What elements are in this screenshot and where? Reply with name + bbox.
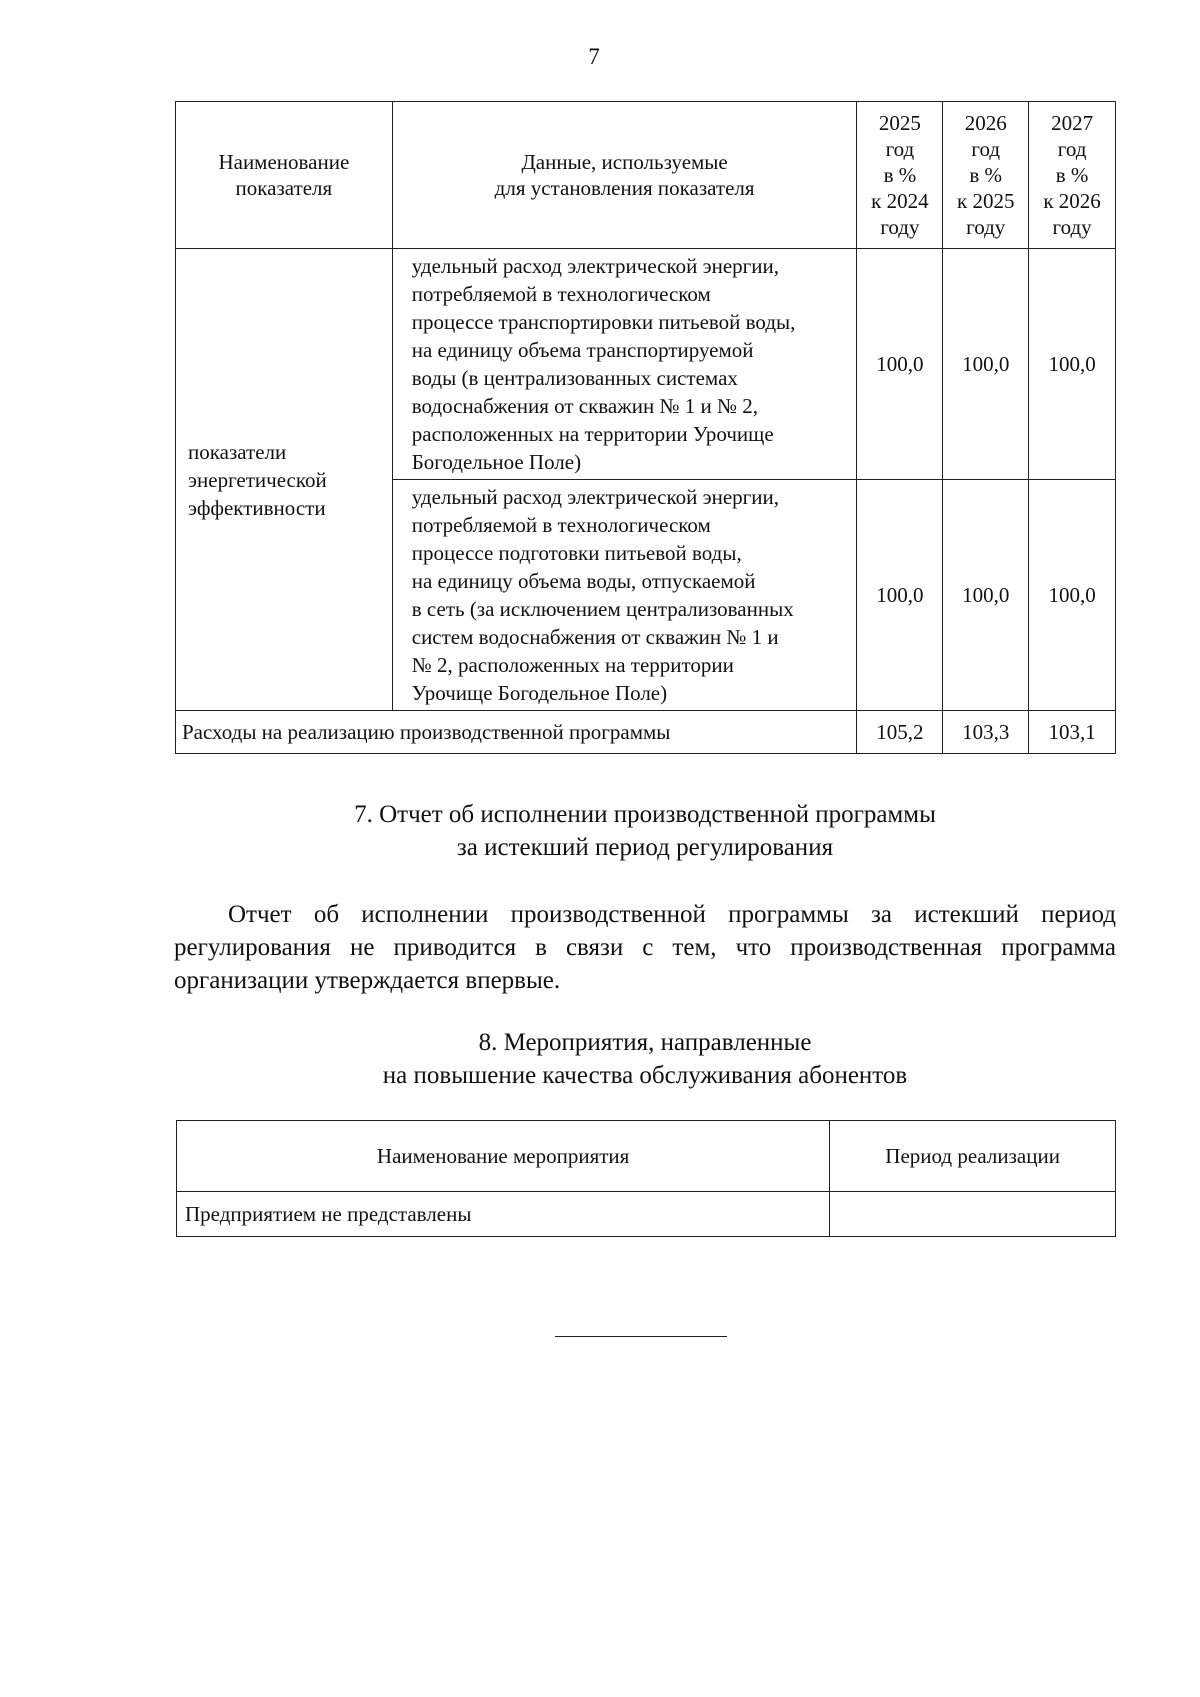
- end-rule: [555, 1336, 727, 1337]
- indicator-group-name: показатели энергетической эффективности: [176, 249, 393, 711]
- indicator-description: удельный расход электрической энергии, потребляемой в технологическом процессе транспортировки питьевой воды, на единицу объема транспортируемой воды (в централизованных системах водоснабжения от скважин № 1 и № 2, расположенных на территории Урочище Богодельное Поле): [392, 249, 857, 480]
- value-2026: 100,0: [943, 480, 1029, 711]
- measure-period: [830, 1192, 1116, 1237]
- table-row: [177, 1192, 1116, 1237]
- measures-table: [176, 1120, 1116, 1237]
- page-number: 7: [588, 44, 600, 69]
- indicators-table: [175, 101, 1116, 754]
- header-year-2026: 2026 год в % к 2025 году: [943, 102, 1029, 249]
- table-row: [176, 249, 1116, 480]
- total-row: [176, 711, 1116, 754]
- measure-name: Предприятием не представлены: [177, 1192, 830, 1237]
- header-year-2025: 2025 год в % к 2024 году: [857, 102, 943, 249]
- total-value-2027: 103,1: [1029, 711, 1116, 754]
- section-7-title: 7. Отчет об исполнении производственной программы за истекший период регулирования: [354, 801, 936, 861]
- value-2025: 100,0: [857, 480, 943, 711]
- value-2026: 100,0: [943, 249, 1029, 480]
- header-measure-name: Наименование мероприятия: [177, 1121, 830, 1192]
- measures-header-row: [177, 1121, 1116, 1192]
- header-year-2027: 2027 год в % к 2026 году: [1029, 102, 1116, 249]
- value-2025: 100,0: [857, 249, 943, 480]
- indicators-header-row: [176, 102, 1116, 249]
- section-8-title: 8. Мероприятия, направленные на повышение качества обслуживания абонентов: [382, 1029, 908, 1089]
- header-period: Период реализации: [830, 1121, 1116, 1192]
- total-value-2026: 103,3: [943, 711, 1029, 754]
- total-value-2025: 105,2: [857, 711, 943, 754]
- header-indicator-data: Данные, используемые для установления показателя: [392, 102, 857, 249]
- indicator-description: удельный расход электрической энергии, потребляемой в технологическом процессе подготовки питьевой воды, на единицу объема воды, отпускаемой в сеть (за исключением централизованных систем водоснабжения от скважин № 1 и № 2, расположенных на территории Урочище Богодельное Поле): [392, 480, 857, 711]
- total-label: Расходы на реализацию производственной программы: [176, 711, 857, 754]
- value-2027: 100,0: [1029, 249, 1116, 480]
- section-7-paragraph: Отчет об исполнении производственной программы за истекший период регулирования не приводится в связи с тем, что производственная программа организации утверждается впервые.: [174, 901, 1116, 994]
- value-2027: 100,0: [1029, 480, 1116, 711]
- header-indicator-name: Наименование показателя: [176, 102, 393, 249]
